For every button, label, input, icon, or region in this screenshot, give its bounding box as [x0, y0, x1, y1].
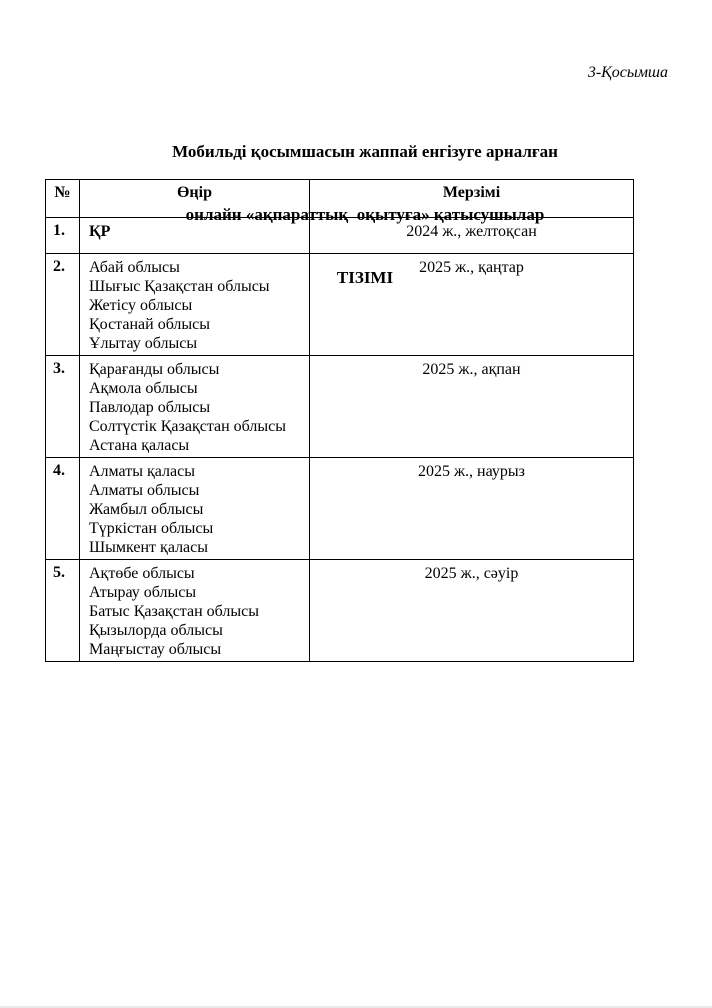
row-number: 5. [46, 560, 80, 662]
annex-label: 3-Қосымша [587, 64, 668, 81]
region-item: Түркістан облысы [89, 520, 214, 537]
region-item: Ақтөбе облысы [89, 565, 195, 582]
region-item: Алматы қаласы [89, 463, 195, 480]
region-cell [80, 254, 310, 356]
region-cell [80, 458, 310, 560]
region-item: Шымкент қаласы [89, 539, 208, 556]
title-line-3: ТІЗІМІ [336, 268, 394, 287]
region-item: Қарағанды облысы [89, 361, 220, 378]
table-header [46, 180, 634, 218]
row-number: 2. [46, 254, 80, 356]
region-item: Жамбыл облысы [89, 501, 204, 518]
region-item: Ұлытау облысы [89, 335, 198, 352]
region-item: Солтүстік Қазақстан облысы [89, 418, 286, 435]
title-line-2: онлайн «ақпараттық оқытуға» қатысушылар [185, 205, 545, 224]
table-row [46, 560, 634, 662]
region-item: Астана қаласы [89, 437, 190, 454]
region-item: Алматы облысы [89, 482, 200, 499]
region-item: Қостанай облысы [89, 316, 211, 333]
region-cell [80, 560, 310, 662]
region-item: Жетісу облысы [89, 297, 193, 314]
region-item: Қызылорда облысы [89, 622, 223, 639]
region-item: ҚР [89, 223, 111, 240]
region-item: Атырау облысы [89, 584, 197, 601]
table-row [46, 356, 634, 458]
title-line-1: Мобильді қосымшасын жаппай енгізуге арналған [172, 142, 558, 161]
column-header-number: № [46, 180, 80, 218]
table-row [46, 218, 634, 254]
row-number: 1. [46, 218, 80, 254]
region-cell [80, 356, 310, 458]
region-item: Павлодар облысы [89, 399, 211, 416]
date-cell: 2025 ж., сәуір [310, 560, 634, 662]
region-item: Абай облысы [89, 259, 180, 276]
region-cell [80, 218, 310, 254]
date-cell: 2025 ж., наурыз [310, 458, 634, 560]
schedule-table [45, 179, 634, 662]
table-row [46, 458, 634, 560]
date-cell: 2024 ж., желтоқсан [310, 218, 634, 254]
column-header-date: Мерзімі [310, 180, 634, 218]
table-body [46, 218, 634, 662]
table-row [46, 254, 634, 356]
region-item: Маңғыстау облысы [89, 641, 222, 658]
date-cell: 2025 ж., қаңтар [310, 254, 634, 356]
region-item: Шығыс Қазақстан облысы [89, 278, 270, 295]
row-number: 4. [46, 458, 80, 560]
region-item: Ақмола облысы [89, 380, 198, 397]
region-item: Батыс Қазақстан облысы [89, 603, 259, 620]
date-cell: 2025 ж., ақпан [310, 356, 634, 458]
table-header-row [46, 180, 634, 218]
row-number: 3. [46, 356, 80, 458]
column-header-region: Өңір [80, 180, 310, 218]
